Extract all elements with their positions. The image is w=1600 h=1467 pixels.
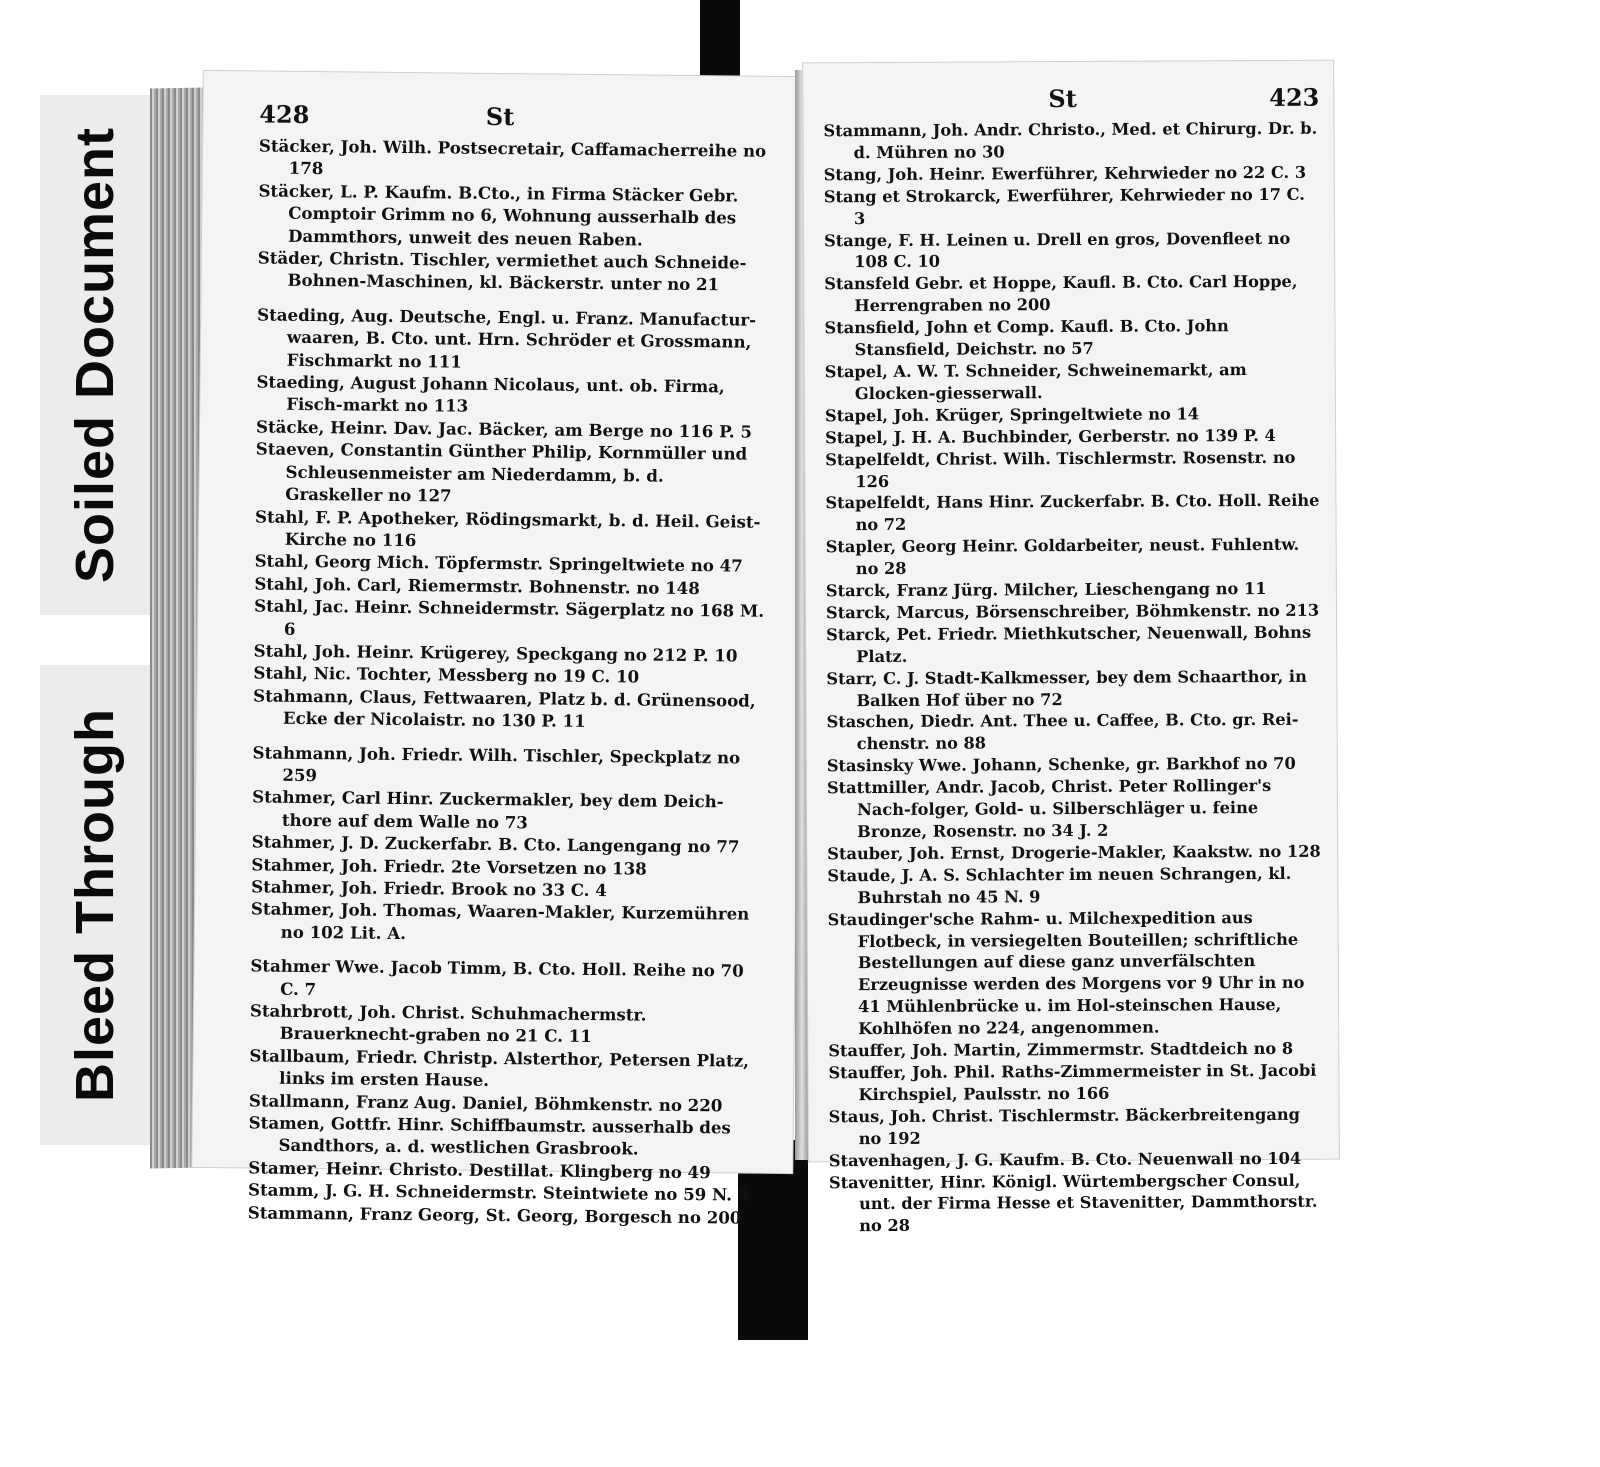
directory-entry: Stauffer, Joh. Phil. Raths-Zimmermeister in St. Jacobi Kirchspiel, Paulsstr. no 166: [828, 1060, 1317, 1104]
directory-entry: Stange, F. H. Leinen u. Drell en gros, Dovenfleet no 108 C. 10: [824, 228, 1291, 272]
directory-entry: Stamer, Heinr. Christo. Destillat. Klingberg no 49: [248, 1157, 711, 1183]
directory-entry: Stauber, Joh. Ernst, Drogerie-Makler, Kaakstw. no 128: [827, 841, 1321, 864]
directory-entry: Stahl, F. P. Apotheker, Rödingsmarkt, b. d. Heil. Geist-Kirche no 116: [254, 505, 761, 551]
directory-entry: Staude, J. A. S. Schlachter im neuen Schrangen, kl. Buhrstah no 45 N. 9: [827, 863, 1292, 907]
directory-entry: Stahl, Jac. Heinr. Schneidermstr. Sägerplatz no 168 M. 6: [254, 595, 765, 639]
right-entry-list: [823, 118, 1325, 1238]
directory-entry: Städer, Christn. Tischler, vermiethet auch Schneide-Bohnen-Maschinen, kl. Bäckerstr. unter no 21: [257, 247, 747, 295]
directory-entry: Staeding, Aug. Deutsche, Engl. u. Franz. Manufactur-waaren, B. Cto. unt. Hrn. Schröder et Grossmann, Fischmarkt no 111: [257, 304, 757, 372]
directory-entry: Stahmann, Joh. Friedr. Wilh. Tischler, Speckplatz no 259: [252, 742, 741, 786]
right-page-number: 423: [1269, 82, 1320, 112]
directory-entry: Stang et Strokarck, Ewerführer, Kehrwieder no 17 C. 3: [823, 184, 1305, 228]
directory-entry: Starck, Pet. Friedr. Miethkutscher, Neuenwall, Bohns Platz.: [826, 622, 1312, 666]
directory-entry: Stansfield, John et Comp. Kaufl. B. Cto. John Stansfield, Deichstr. no 57: [824, 316, 1229, 360]
directory-entry: Stavenitter, Hinr. Königl. Würtembergscher Consul, unt. der Firma Hesse et Stavenitter, Dammthorstr. no 28: [828, 1170, 1318, 1236]
directory-entry: Stahl, Joh. Heinr. Krügerey, Speckgang no 212 P. 10: [253, 640, 738, 666]
soiled-document-text: Soiled Document: [65, 126, 126, 584]
directory-entry: Starck, Franz Jürg. Milcher, Lieschengang no 11: [825, 579, 1267, 601]
directory-entry: Stavenhagen, J. G. Kaufm. B. Cto. Neuenwall no 104: [828, 1148, 1302, 1170]
directory-entry: Stammann, Franz Georg, St. Georg, Borgesch no 200: [247, 1202, 742, 1228]
directory-entry: Stahmer, Joh. Friedr. Brook no 33 C. 4: [251, 876, 607, 901]
left-page-number: 428: [259, 99, 310, 129]
directory-entry: Staeding, August Johann Nicolaus, unt. ob. Firma, Fisch-markt no 113: [256, 371, 725, 417]
directory-entry: Stapler, Georg Heinr. Goldarbeiter, neust. Fuhlentw. no 28: [825, 535, 1300, 579]
left-page-header: [259, 99, 769, 139]
right-page: [803, 61, 1339, 1236]
directory-entry: Stahmer, J. D. Zuckerfabr. B. Cto. Langengang no 77: [251, 831, 740, 857]
directory-entry: Stahmer Wwe. Jacob Timm, B. Cto. Holl. Reihe no 70 C. 7: [250, 955, 744, 999]
directory-entry: Stapelfeldt, Christ. Wilh. Tischlermstr. Rosenstr. no 126: [825, 447, 1296, 491]
directory-entry: Stahmann, Claus, Fettwaaren, Platz b. d. Grünensood, Ecke der Nicolaistr. no 130 P. 11: [253, 685, 756, 732]
directory-entry: Stäcke, Heinr. Dav. Jac. Bäcker, am Berge no 116 P. 5: [255, 416, 753, 442]
left-page: [192, 71, 803, 1228]
directory-entry: Stahl, Joh. Carl, Riemermstr. Bohnenstr. no 148: [254, 573, 700, 598]
directory-entry: Stauffer, Joh. Martin, Zimmermstr. Stadtdeich no 8: [828, 1038, 1294, 1061]
directory-entry: Stahmer, Joh. Friedr. 2te Vorsetzen no 138: [251, 854, 647, 879]
directory-entry: Stamm, J. G. H. Schneidermstr. Steintwiete no 59 N. 5: [247, 1179, 750, 1205]
directory-entry: Stäcker, L. P. Kaufm. B.Cto., in Firma Stäcker Gebr. Comptoir Grimm no 6, Wohnung ausserhalb des Dammthors, unweit des neuen Raben.: [258, 180, 739, 250]
bleed-through-text: Bleed Through: [65, 708, 126, 1102]
spine-strip-top: [700, 0, 740, 80]
soiled-document-label: [40, 95, 150, 615]
directory-entry: Stammann, Joh. Andr. Christo., Med. et Chirurg. Dr. b. d. Mühren no 30: [823, 118, 1318, 163]
bleed-through-label: [40, 665, 150, 1145]
directory-entry: Stahmer, Joh. Thomas, Waaren-Makler, Kurzemühren no 102 Lit. A.: [250, 898, 750, 943]
directory-entry: Stapel, A. W. T. Schneider, Schweinemarkt, am Glocken-giesserwall.: [824, 360, 1247, 404]
directory-entry: Starr, C. J. Stadt-Kalkmesser, bey dem Schaarthor, in Balken Hof über no 72: [826, 666, 1307, 710]
directory-entry: Stallbaum, Friedr. Christp. Alsterthor, Petersen Platz, links im ersten Hause.: [249, 1045, 750, 1091]
directory-entry: Stahl, Georg Mich. Töpfermstr. Springeltwiete no 47: [254, 550, 743, 576]
directory-entry: Stapel, Joh. Krüger, Springeltwiete no 14: [824, 404, 1200, 426]
directory-entry: Stansfeld Gebr. et Hoppe, Kaufl. B. Cto. Carl Hoppe, Herrengraben no 200: [824, 272, 1298, 316]
directory-entry: Stang, Joh. Heinr. Ewerführer, Kehrwieder no 22 C. 3: [823, 162, 1307, 185]
directory-entry: Stapelfeldt, Hans Hinr. Zuckerfabr. B. Cto. Holl. Reihe no 72: [825, 491, 1320, 535]
directory-entry: Stahl, Nic. Tochter, Messberg no 19 C. 10: [253, 662, 640, 687]
left-page-section: St: [485, 101, 515, 132]
directory-entry: Staeven, Constantin Günther Philip, Kornmüller und Schleusenmeister am Niederdamm, b. d. Graskeller no 127: [255, 438, 748, 506]
directory-entry: Stahrbrott, Joh. Christ. Schuhmachermstr. Brauerknecht-graben no 21 C. 11: [249, 1000, 647, 1047]
right-page-section: St: [1048, 83, 1077, 114]
directory-entry: Staschen, Diedr. Ant. Thee u. Caffee, B. Cto. gr. Rei-chenstr. no 88: [826, 710, 1299, 754]
directory-entry: Stapel, J. H. A. Buchbinder, Gerberstr. no 139 P. 4: [825, 425, 1276, 447]
directory-entry: Staus, Joh. Christ. Tischlermstr. Bäckerbreitengang no 192: [828, 1104, 1300, 1148]
directory-entry: Stamen, Gottfr. Hinr. Schiffbaumstr. ausserhalb des Sandthors, a. d. westlichen Grasbrook.: [248, 1112, 731, 1159]
directory-entry: Stattmiller, Andr. Jacob, Christ. Peter Rollinger's Nach-folger, Gold- u. Silberschläger u. feine Bronze, Rosenstr. no 34 J. 2: [826, 776, 1272, 842]
directory-entry: Stallmann, Franz Aug. Daniel, Böhmkenstr. no 220: [248, 1090, 723, 1116]
directory-entry: Stasinsky Wwe. Johann, Schenke, gr. Barkhof no 70: [826, 754, 1296, 776]
directory-entry: Stäcker, Joh. Wilh. Postsecretair, Caffamacherreihe no 178: [258, 135, 767, 179]
right-page-header: [823, 83, 1319, 121]
directory-entry: Starck, Marcus, Börsenschreiber, Böhmkenstr. no 213: [825, 600, 1320, 623]
directory-entry: Stahmer, Carl Hinr. Zuckermakler, bey dem Deich-thore auf dem Walle no 73: [252, 786, 724, 833]
directory-entry: Staudinger'sche Rahm- u. Milchexpedition aus Flotbeck, in versiegelten Bouteillen; schriftliche Bestellungen auf diese ganz unverfälschten Erzeugnisse werden des Morgens vor 9 Uhr in no 41 Mühlenbrücke u. im Hol-steinschen Hause, Kohlhöfen no 224, angenommen.: [827, 907, 1305, 1039]
left-entry-list: [248, 134, 769, 1228]
